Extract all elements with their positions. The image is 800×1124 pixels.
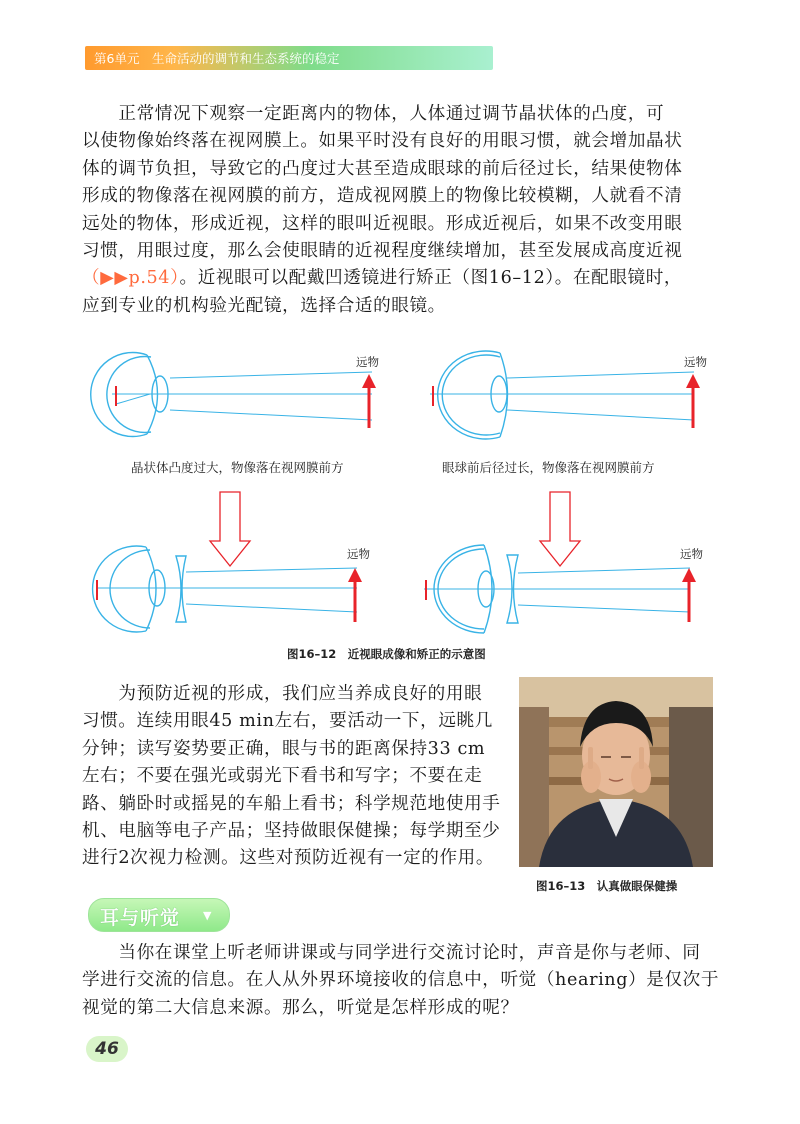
- text-line: 体的调节负担，导致它的凸度过大甚至造成眼球的前后径过长，结果使物体: [82, 158, 683, 179]
- down-arrow-right: [540, 492, 580, 566]
- text-line: 左右；不要在强光或弱光下看书和写字；不要在走: [82, 766, 483, 787]
- photo-caption: 图16–13 认真做眼保健操: [536, 879, 678, 893]
- page-cross-reference-link[interactable]: （▶▶p.54）: [82, 268, 180, 289]
- text-line: 应到专业的机构验光配镜，选择合适的眼镜。: [82, 295, 446, 316]
- diagram-caption-right: 眼球前后径过长，物像落在视网膜前方: [442, 460, 655, 475]
- eye-diagram-top-left: [91, 353, 372, 437]
- paragraph-hearing-intro: [82, 940, 720, 1022]
- section-title: 耳与听觉: [100, 907, 181, 929]
- far-object-arrow: [682, 568, 696, 622]
- far-object-label: 远物: [356, 355, 379, 369]
- text-line: 机、电脑等电子产品；坚持做眼保健操；每学期至少: [82, 821, 501, 842]
- text-line: 正常情况下观察一定距离内的物体，人体通过调节晶状体的凸度，可: [82, 104, 665, 124]
- far-object-arrow: [348, 568, 362, 622]
- down-arrow-left: [210, 492, 250, 566]
- text-line: 当你在课堂上听老师讲课或与同学进行交流讨论时，声音是你与老师、同: [82, 943, 701, 963]
- text-line: 学进行交流的信息。在人从外界环境接收的信息中，听觉（hearing）是仅次于: [82, 970, 720, 991]
- text-line: 远处的物体，形成近视，这样的眼叫近视眼。形成近视后，如果不改变用眼: [82, 213, 683, 234]
- unit-header-text: 第6单元 生命活动的调节和生态系统的稳定: [94, 51, 340, 66]
- text-line: 形成的物像落在视网膜的前方，造成视网膜上的物像比较模糊，人就看不清: [82, 186, 683, 207]
- photo-eye-exercises: [519, 677, 713, 867]
- paragraph-myopia-prevention: [82, 681, 512, 873]
- far-object-label: 远物: [684, 355, 707, 369]
- text-line: 路、躺卧时或摇晃的车船上看书；科学规范地使用手: [82, 793, 501, 814]
- diagram-caption-left: 晶状体凸度过大，物像落在视网膜前方: [131, 460, 344, 475]
- text-line: 分钟；读写姿势要正确，眼与书的距离保持33 cm: [82, 738, 486, 759]
- text-line: 进行2次视力检测。这些对预防近视有一定的作用。: [82, 848, 495, 869]
- eye-diagram-top-right: [430, 351, 694, 439]
- far-object-label: 远物: [680, 547, 703, 561]
- far-object-label: 远物: [347, 547, 370, 561]
- section-marker-icon: ▼: [203, 909, 212, 922]
- page-number: 46: [86, 1036, 128, 1062]
- text-line: 习惯，用眼过度，那么会使眼睛的近视程度继续增加，甚至发展成高度近视: [82, 241, 683, 262]
- text-segment: 。近视眼可以配戴凹透镜进行矫正（图16–12）。在配眼镜时，: [179, 268, 683, 289]
- text-line: 为预防近视的形成，我们应当养成良好的用眼: [82, 684, 483, 704]
- text-line: 习惯。连续用眼45 min左右，要活动一下，远眺几: [82, 711, 493, 732]
- text-line: 视觉的第二大信息来源。那么，听觉是怎样形成的呢？: [82, 997, 519, 1018]
- figure-caption: 图16–12 近视眼成像和矫正的示意图: [287, 647, 486, 661]
- text-line: 以使物像始终落在视网膜上。如果平时没有良好的用眼习惯，就会增加晶状: [82, 131, 683, 152]
